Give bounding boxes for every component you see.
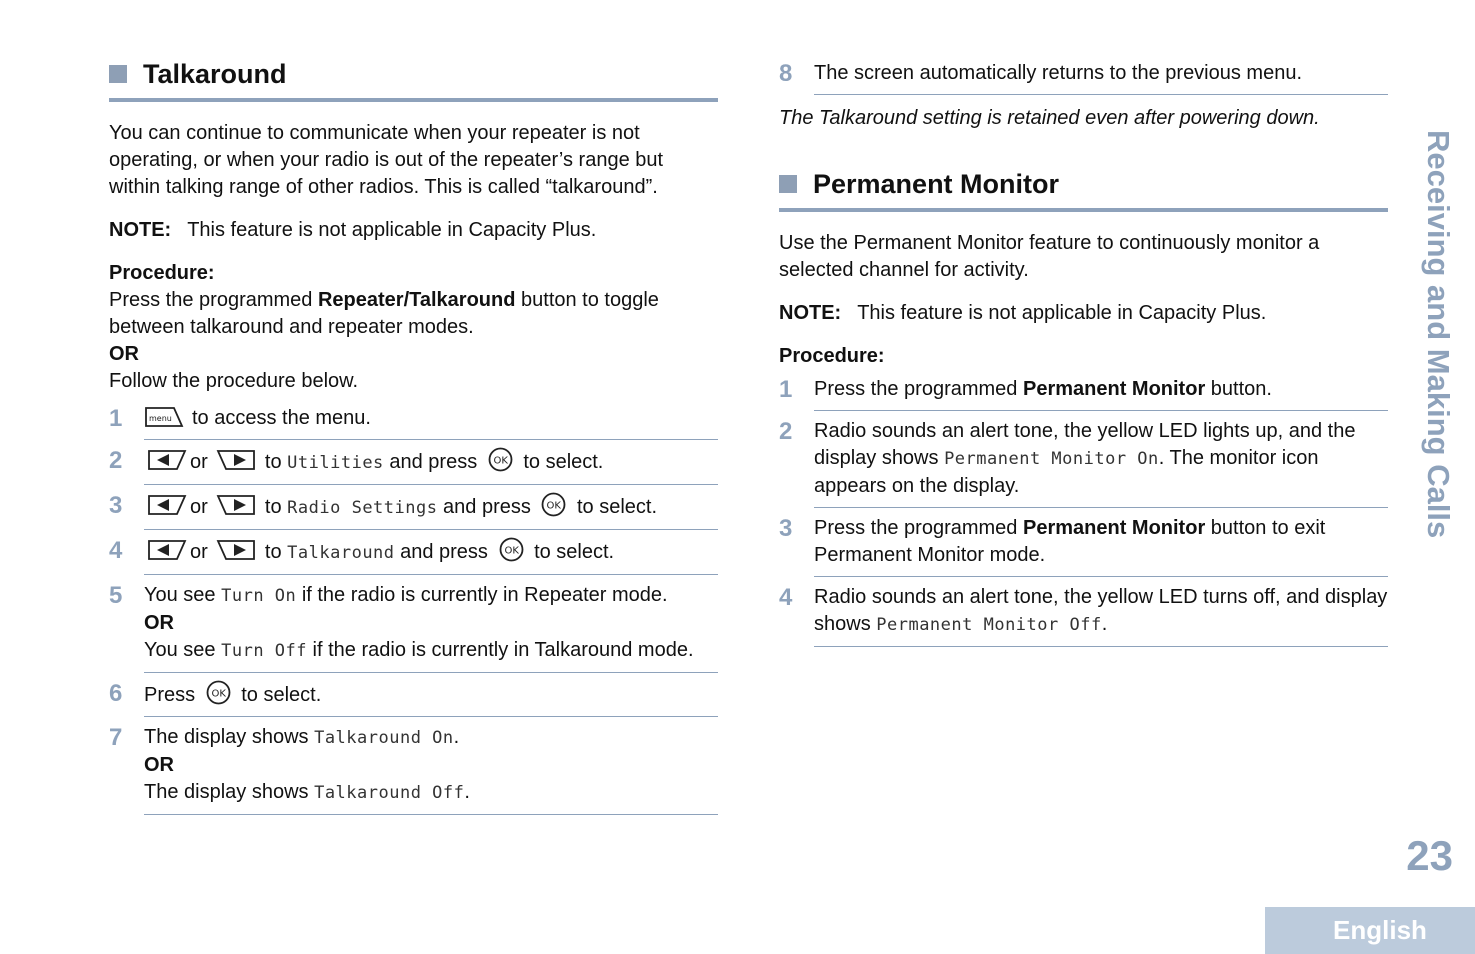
right-column [779,56,1388,654]
display-text: Permanent Monitor On [944,449,1159,469]
heading-square-icon [109,65,127,83]
step-number: 1 [779,376,793,403]
to-text: to [264,541,282,563]
display-text: Talkaround Off [314,783,465,803]
step-text: to access the menu. [192,407,371,429]
section-title: Talkaround [143,59,287,89]
right-arrow-key-icon [216,449,256,471]
chapter-title: Receiving and Making Calls [1421,130,1456,539]
ok-button-icon [499,537,524,562]
button-name: Repeater/Talkaround [317,289,516,311]
press-text: and press [443,496,531,518]
note-label: NOTE: [109,219,172,241]
step-item [109,582,718,673]
step-text: You see [144,584,222,606]
display-text: Turn Off [221,641,307,661]
italic-note: The Talkaround setting is retained even after powering down. [779,107,1320,129]
procedure-text: Press the programmed [109,289,318,311]
button-name: Permanent Monitor [1022,378,1206,400]
procedure-text: button to toggle between talkaround and repeater modes. [109,289,659,338]
step-text: . [1101,613,1108,635]
step-text: . The monitor icon appears on the display. [814,447,1319,497]
chapter-sidebar [1403,130,1473,575]
step-text: button to exit Permanent Monitor mode. [814,517,1326,566]
step-text: Press [144,684,196,706]
right-arrow-key-icon [216,539,256,561]
step-number: 2 [779,418,793,445]
select-text: to select. [534,541,615,563]
or-label: OR [109,343,139,365]
note-text: This feature is not applicable in Capacity Plus. [187,219,597,241]
svg-text:OK: OK [493,455,508,467]
step-item [779,515,1388,577]
steps-list [779,376,1388,647]
procedure-block [109,260,718,395]
step-text: Press the programmed [814,378,1023,400]
right-arrow-key-icon [216,494,256,516]
step-text: The display shows [144,781,315,803]
procedure-label: Procedure: [779,345,885,367]
language-tab [1265,907,1475,954]
to-text: to [264,451,282,473]
note-text: This feature is not applicable in Capacity Plus. [857,302,1267,324]
step-number: 7 [109,724,123,751]
step-item [109,492,718,530]
step-item [779,60,1388,95]
step-item [779,376,1388,411]
svg-text:OK: OK [546,500,562,512]
or-text: or [190,451,208,473]
step-text: . [453,726,460,748]
step-text: to select. [241,684,322,706]
note-label: NOTE: [779,302,842,324]
left-column [109,56,718,822]
menu-key-icon [144,406,184,428]
section-heading-permanent-monitor [779,166,1388,212]
section-heading-talkaround [109,56,718,102]
step-item [779,418,1388,508]
step-number: 5 [109,582,123,609]
step-text: You see [144,639,222,661]
language-label: English [1333,915,1427,945]
step-number: 4 [109,537,123,564]
or-text: or [190,496,208,518]
step-number: 4 [779,584,793,611]
step-text: if the radio is currently in Repeater mode. [296,584,668,606]
page-number: 23 [1406,832,1453,879]
ok-button-icon [206,680,231,705]
step-number: 3 [109,492,123,519]
svg-text:OK: OK [504,545,519,557]
select-text: to select. [523,451,604,473]
step-text: Radio sounds an alert tone, the yellow LED lights up, and the display shows [814,420,1356,469]
step-text: The screen automatically returns to the previous menu. [814,60,1388,95]
or-label: OR [144,754,174,776]
step-number: 6 [109,680,123,707]
left-arrow-key-icon [147,449,187,471]
step-text: Press the programmed [814,517,1023,539]
step-number: 2 [109,447,123,474]
intro-paragraph: Use the Permanent Monitor feature to continuously monitor a selected channel for activity. [779,232,1320,281]
section-title: Permanent Monitor [813,169,1060,199]
steps-list [109,405,718,815]
step-item [109,405,718,440]
or-label: OR [144,612,174,634]
svg-text:OK: OK [211,688,226,700]
step-item [109,537,718,575]
note [109,217,718,244]
step-number: 8 [779,60,793,87]
intro-paragraph: You can continue to communicate when your repeater is not operating, or when your radio is out of the repeater’s range but within talking range of other radios. This is called “talkaround”. [109,122,664,198]
follow-text: Follow the procedure below. [109,370,359,392]
menu-item-name: Talkaround [287,543,395,563]
procedure-label: Procedure: [109,262,215,284]
step-number: 3 [779,515,793,542]
press-text: and press [400,541,488,563]
step-item [109,680,718,717]
menu-item-name: Radio Settings [287,498,438,518]
left-arrow-key-icon [147,539,187,561]
to-text: to [264,496,282,518]
or-text: or [190,541,208,563]
step-text: . [464,781,470,803]
press-text: and press [389,451,478,473]
display-text: Turn On [221,586,297,606]
ok-button-icon [541,492,566,517]
step-number: 1 [109,405,123,432]
menu-item-name: Utilities [287,453,384,473]
step-item [109,724,718,815]
select-text: to select. [577,496,658,518]
step-text: if the radio is currently in Talkaround mode. [307,639,694,661]
step-text: The display shows [144,726,315,748]
left-arrow-key-icon [147,494,187,516]
display-text: Permanent Monitor Off [876,615,1102,635]
step-text: Radio sounds an alert tone, the yellow LED turns off, and display shows [814,586,1388,635]
step-item [109,447,718,485]
ok-button-icon [488,447,513,472]
step-text: button. [1205,378,1272,400]
display-text: Talkaround On [314,728,454,748]
note [779,300,1388,327]
button-name: Permanent Monitor [1022,517,1206,539]
svg-text:menu: menu [149,414,172,423]
step-item [779,584,1388,647]
heading-square-icon [779,175,797,193]
